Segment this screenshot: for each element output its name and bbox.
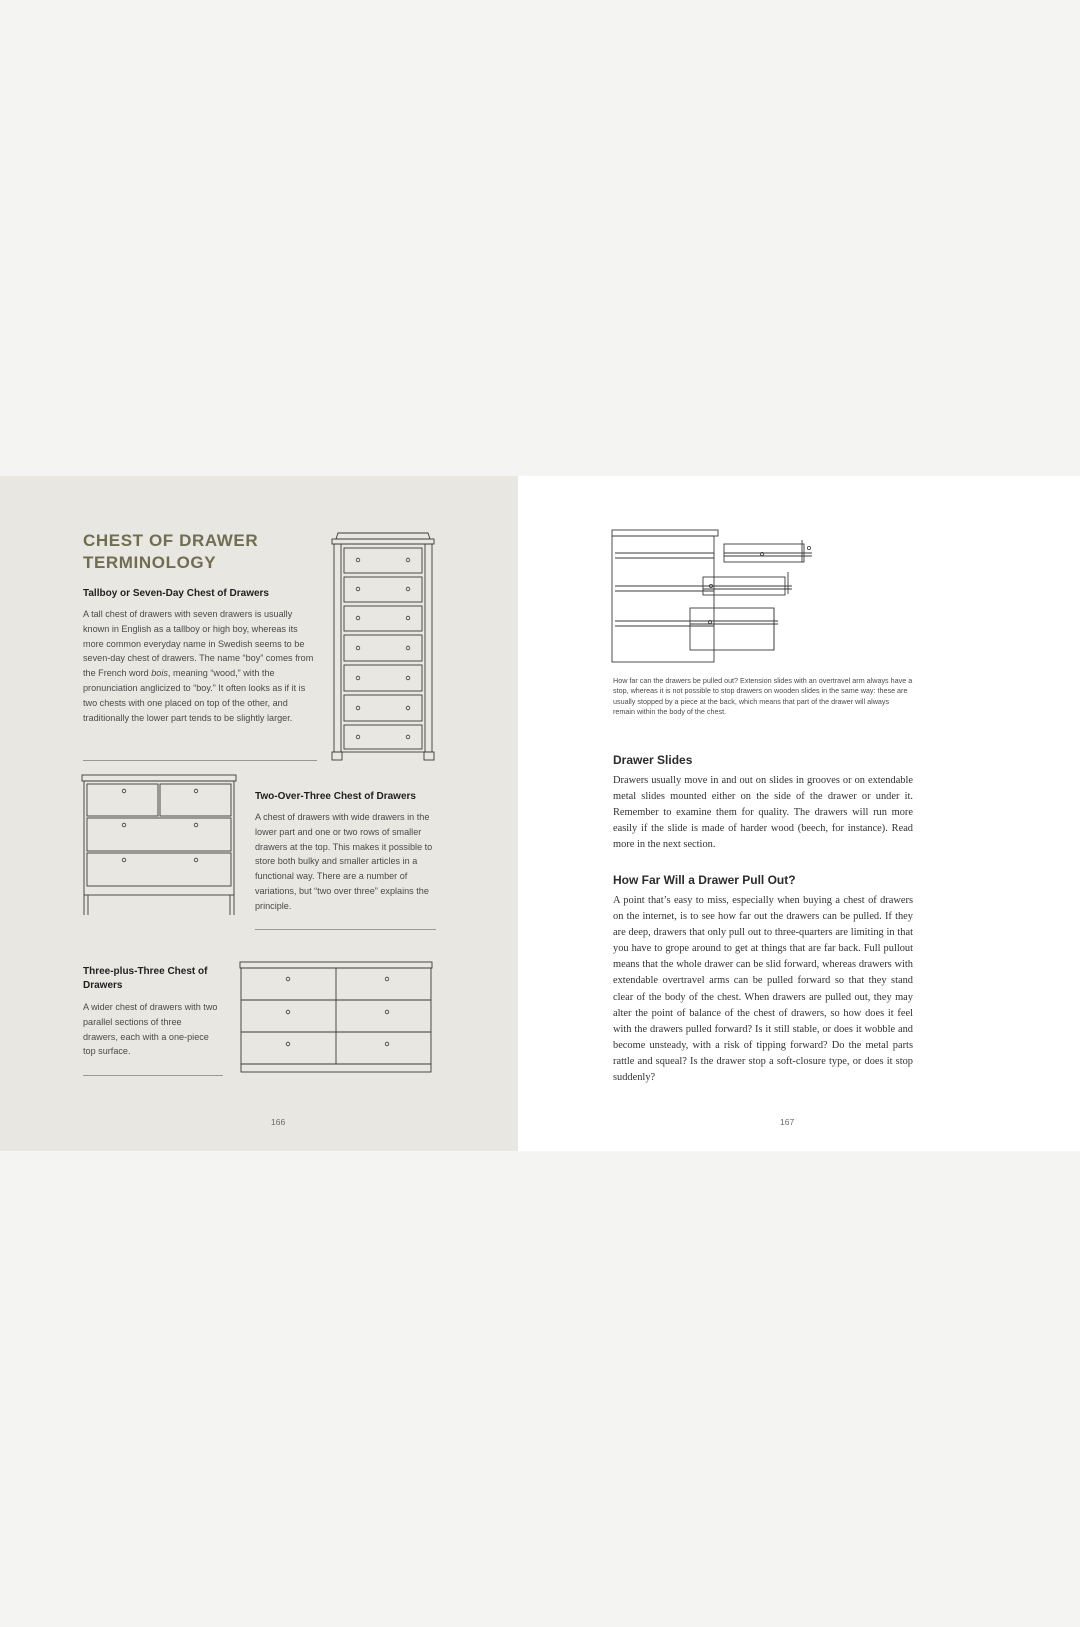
- drawer-slides-heading: Drawer Slides: [613, 753, 693, 767]
- tallboy-body-text-a: A tall chest of drawers with seven drawers is usually known in English as a tallboy or high boy, whereas its more common everyday name in Swedish seems to be seven-day chest of drawers. The name “boy” comes from the French word: [83, 609, 314, 679]
- diagram-caption: How far can the drawers be pulled out? Extension slides with an overtravel arm always have a stop, whereas it is not possible to stop drawers on wooden slides in the same way: these are usually stopped by a piece at the back, which means that part of the drawer will always remain within the body of the chest.: [613, 676, 913, 717]
- drawer-slides-body: Drawers usually move in and out on slides in grooves or on extendable metal slides mounted either on the side of the drawer or under it. Remember to examine them for quality. The drawers will run more easily if the slide is made of harder wood (beech, for instance). Read more in the next section.: [613, 775, 913, 851]
- pull-out-body: A point that’s easy to miss, especially when buying a chest of drawers on the internet, is to see how far out the drawers can be pulled. If they are deep, drawers that only pull out to three-quarters are limiting in that you have to grope around to get at things that are far back. Full pullout means that the whole drawer can be slid forward, whereas drawers with extendable overtravel arms can be pulled forward so that they stand clear of the body of the chest. When drawers are pulled out, they may alter the point of balance of the chest of drawers, so how does it feel with the drawers pulled forward? Is it still stable, or does it wobble and become unsteady, with a risk of tipping forward? Do the metal parts rattle and squeal? Is the drawer stop a soft-closure type, or does it stop suddenly?: [613, 895, 913, 1084]
- knob-icons: [356, 558, 410, 739]
- knob-icons: [286, 977, 389, 1046]
- page-number: 167: [780, 1117, 795, 1127]
- three-plus-three-body: A wider chest of drawers with two parallel sections of three drawers, each with a one-piece top surface.: [83, 1002, 218, 1057]
- two-over-three-heading: Two-Over-Three Chest of Drawers: [255, 791, 416, 802]
- tallboy-heading: Tallboy or Seven-Day Chest of Drawers: [83, 588, 269, 599]
- tallboy-body-text-b: , meaning “wood,” with the pronunciation anglicized to “boy.” It often looks as if it is two chests with one placed on top of the other, and traditionally the lower part tends to be slightly larger.: [83, 668, 306, 723]
- left-page: [0, 476, 518, 1151]
- two-over-three-bottom-drawer: [82, 775, 240, 915]
- tallboy-body-italic: bois: [151, 668, 168, 679]
- tallboy-body: [83, 607, 318, 725]
- page-number: 166: [271, 1117, 286, 1127]
- divider: [255, 929, 436, 930]
- divider: [83, 760, 317, 761]
- three-plus-three-heading: Three-plus-Three Chest of Drawers: [83, 966, 208, 991]
- page-title: CHEST OF DRAWER TERMINOLOGY: [83, 531, 259, 572]
- two-over-three-body: A chest of drawers with wide drawers in the lower part and one or two rows of smaller drawers at the top. This makes it possible to store both bulky and smaller articles in a functional way. There are a number of variations, but “two over three” explains the principle.: [255, 812, 433, 911]
- book-spread: [0, 476, 1080, 1151]
- drawer-slides-diagram: [612, 530, 834, 666]
- three-plus-three-illustration: [240, 962, 434, 1074]
- divider: [83, 1075, 223, 1076]
- pull-out-heading: How Far Will a Drawer Pull Out?: [613, 873, 796, 887]
- tallboy-illustration: [326, 533, 444, 765]
- right-page: [518, 476, 1080, 1151]
